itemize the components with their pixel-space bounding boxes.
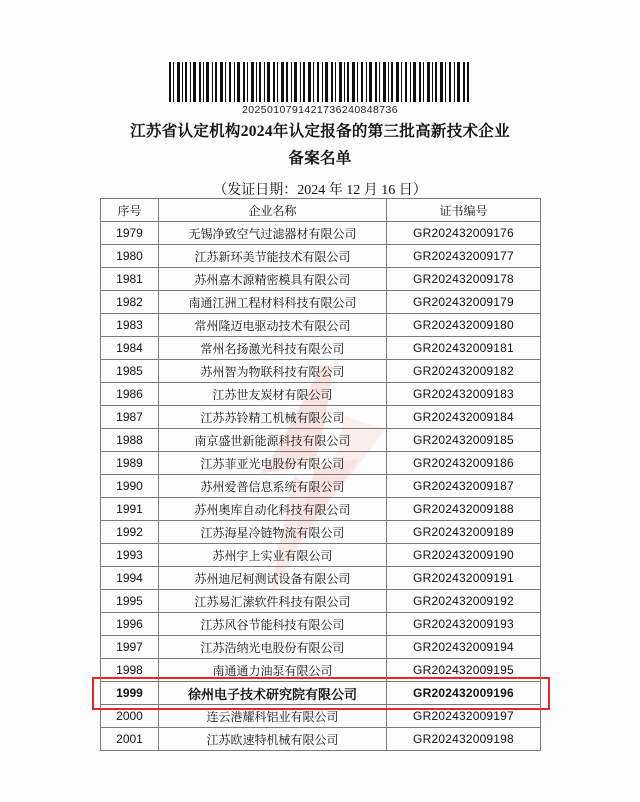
table-row	[101, 682, 541, 705]
title-block	[0, 118, 640, 204]
table-row	[101, 705, 541, 728]
cell-certificate-number: GR202432009190	[387, 544, 541, 567]
table-row	[101, 544, 541, 567]
cell-certificate-number: GR202432009196	[387, 682, 541, 705]
cell-seq: 1982	[101, 291, 159, 314]
cell-certificate-number: GR202432009195	[387, 659, 541, 682]
cell-enterprise-name: 江苏风谷节能科技有限公司	[159, 613, 387, 636]
cell-enterprise-name: 江苏新环美节能技术有限公司	[159, 245, 387, 268]
barcode-image	[167, 62, 473, 102]
cell-enterprise-name: 江苏浩纳光电股份有限公司	[159, 636, 387, 659]
cell-certificate-number: GR202432009193	[387, 613, 541, 636]
cell-certificate-number: GR202432009183	[387, 383, 541, 406]
table-row	[101, 360, 541, 383]
cell-seq: 1996	[101, 613, 159, 636]
table-row	[101, 636, 541, 659]
cell-seq: 1987	[101, 406, 159, 429]
table-row	[101, 314, 541, 337]
table-row	[101, 659, 541, 682]
cell-enterprise-name: 南通江洲工程材料科技有限公司	[159, 291, 387, 314]
table-row	[101, 429, 541, 452]
cell-enterprise-name: 苏州迪尼柯测试设备有限公司	[159, 567, 387, 590]
cell-seq: 1980	[101, 245, 159, 268]
table-row	[101, 521, 541, 544]
cell-seq: 1983	[101, 314, 159, 337]
cell-seq: 1989	[101, 452, 159, 475]
cell-enterprise-name: 江苏易汇潆软件科技有限公司	[159, 590, 387, 613]
cell-seq: 2001	[101, 728, 159, 751]
table-row	[101, 613, 541, 636]
cell-enterprise-name: 江苏海星冷链物流有限公司	[159, 521, 387, 544]
table-row	[101, 498, 541, 521]
cell-certificate-number: GR202432009179	[387, 291, 541, 314]
cell-certificate-number: GR202432009191	[387, 567, 541, 590]
cell-seq: 1988	[101, 429, 159, 452]
cell-certificate-number: GR202432009177	[387, 245, 541, 268]
cell-certificate-number: GR202432009186	[387, 452, 541, 475]
cell-certificate-number: GR202432009188	[387, 498, 541, 521]
cell-enterprise-name: 江苏苏铃精工机械有限公司	[159, 406, 387, 429]
table-row	[101, 728, 541, 751]
cell-seq: 1993	[101, 544, 159, 567]
cell-certificate-number: GR202432009181	[387, 337, 541, 360]
cell-seq: 1985	[101, 360, 159, 383]
column-header-name: 企业名称	[159, 199, 387, 222]
cell-enterprise-name: 江苏欧速特机械有限公司	[159, 728, 387, 751]
table-row	[101, 222, 541, 245]
cell-enterprise-name: 江苏菲亚光电股份有限公司	[159, 452, 387, 475]
cell-certificate-number: GR202432009182	[387, 360, 541, 383]
cell-enterprise-name: 苏州奥库自动化科技有限公司	[159, 498, 387, 521]
cell-seq: 1994	[101, 567, 159, 590]
cell-certificate-number: GR202432009180	[387, 314, 541, 337]
cell-seq: 1986	[101, 383, 159, 406]
cell-certificate-number: GR202432009194	[387, 636, 541, 659]
cell-enterprise-name: 常州隆迈电驱动技术有限公司	[159, 314, 387, 337]
table-row	[101, 291, 541, 314]
table-row	[101, 383, 541, 406]
cell-enterprise-name: 常州名扬激光科技有限公司	[159, 337, 387, 360]
cell-seq: 1979	[101, 222, 159, 245]
cell-seq: 1991	[101, 498, 159, 521]
cell-certificate-number: GR202432009185	[387, 429, 541, 452]
table-row	[101, 590, 541, 613]
cell-enterprise-name: 江苏世友炭材有限公司	[159, 383, 387, 406]
cell-certificate-number: GR202432009187	[387, 475, 541, 498]
cell-seq: 1997	[101, 636, 159, 659]
cell-certificate-number: GR202432009176	[387, 222, 541, 245]
cell-enterprise-name: 南京盛世新能源科技有限公司	[159, 429, 387, 452]
cell-certificate-number: GR202432009184	[387, 406, 541, 429]
page-title: 江苏省认定机构2024年认定报备的第三批高新技术企业	[130, 123, 510, 140]
cell-certificate-number: GR202432009178	[387, 268, 541, 291]
cell-enterprise-name: 苏州嘉木源精密模具有限公司	[159, 268, 387, 291]
cell-enterprise-name: 苏州爱普信息系统有限公司	[159, 475, 387, 498]
cell-seq: 2000	[101, 705, 159, 728]
cell-seq: 1998	[101, 659, 159, 682]
column-header-seq: 序号	[101, 199, 159, 222]
cell-seq: 1992	[101, 521, 159, 544]
table-row	[101, 268, 541, 291]
cell-seq: 1981	[101, 268, 159, 291]
cell-certificate-number: GR202432009189	[387, 521, 541, 544]
table-header-row	[101, 199, 541, 222]
cell-enterprise-name: 徐州电子技术研究院有限公司	[159, 682, 387, 705]
table-row	[101, 475, 541, 498]
cell-certificate-number: GR202432009198	[387, 728, 541, 751]
cell-enterprise-name: 苏州宇上实业有限公司	[159, 544, 387, 567]
cell-certificate-number: GR202432009192	[387, 590, 541, 613]
cell-seq: 1995	[101, 590, 159, 613]
page-subtitle: 备案名单	[288, 150, 352, 167]
barcode-number: 2025010791421736240848736	[242, 104, 398, 116]
table-row	[101, 567, 541, 590]
cell-seq: 1984	[101, 337, 159, 360]
barcode-block	[0, 62, 640, 116]
cell-enterprise-name: 南通通力油泵有限公司	[159, 659, 387, 682]
cell-certificate-number: GR202432009197	[387, 705, 541, 728]
column-header-cert: 证书编号	[387, 199, 541, 222]
table-row	[101, 337, 541, 360]
cell-enterprise-name: 无锡净致空气过滤器材有限公司	[159, 222, 387, 245]
issue-date: （发证日期：2024 年 12 月 16 日）	[213, 183, 427, 198]
table-row	[101, 245, 541, 268]
cell-seq: 1999	[101, 682, 159, 705]
cell-enterprise-name: 连云港耀科铝业有限公司	[159, 705, 387, 728]
cell-seq: 1990	[101, 475, 159, 498]
table-row	[101, 452, 541, 475]
cell-enterprise-name: 苏州智为物联科技有限公司	[159, 360, 387, 383]
table-row	[101, 406, 541, 429]
enterprise-listing-table	[100, 198, 540, 751]
